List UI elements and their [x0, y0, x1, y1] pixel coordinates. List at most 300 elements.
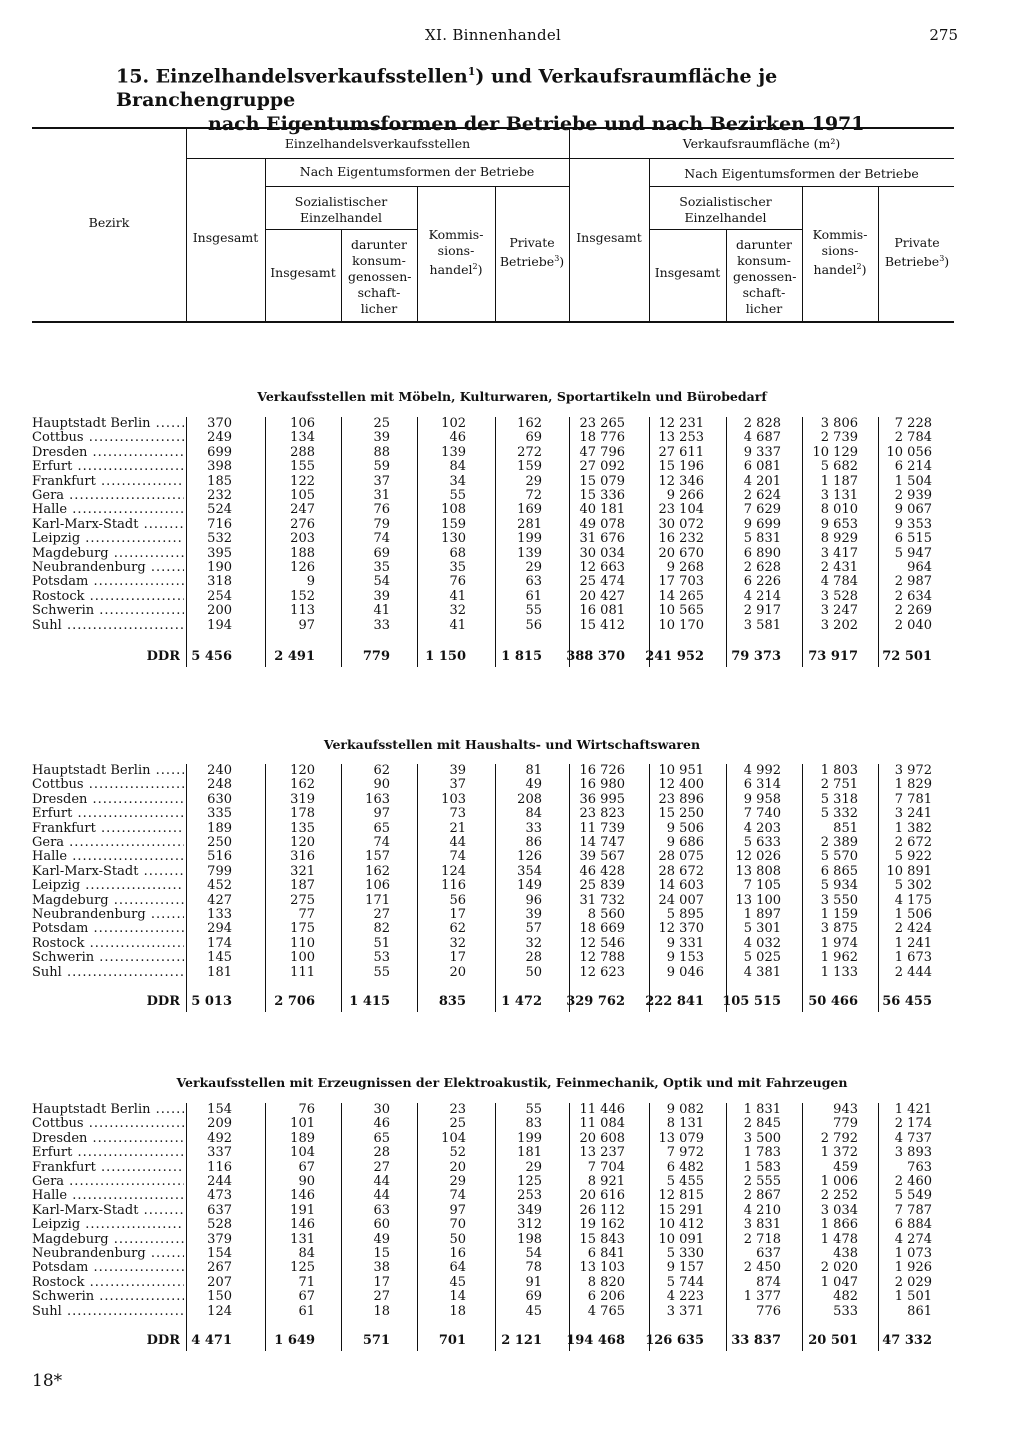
table-cell: 199	[517, 1130, 542, 1146]
table-cell: 3 893	[894, 1145, 932, 1161]
table-cell: 194 468	[566, 1333, 625, 1348]
table-cell: 4 201	[743, 473, 781, 489]
table-cell: 47 332	[882, 1333, 932, 1348]
table-cell: 29	[525, 560, 542, 575]
table-cell: 250	[207, 835, 232, 850]
table-cell: 12 788	[579, 950, 625, 966]
table-row	[32, 1132, 954, 1146]
table-cell: 49	[373, 1231, 390, 1247]
table-row	[32, 951, 954, 965]
table-cell: 120	[290, 763, 315, 778]
bezirk-name: DDR	[146, 995, 180, 1009]
table-cell: 1 649	[274, 1333, 315, 1348]
table-cell: 45	[525, 1303, 542, 1319]
table-cell: 14 265	[658, 588, 704, 604]
table-cell: 13 237	[579, 1145, 625, 1161]
table-cell: 39	[525, 907, 542, 922]
table-cell: 72	[525, 488, 542, 503]
table-cell: 63	[525, 574, 542, 590]
header-verkaufsraumflaeche: Verkaufsraumfläche (m²)	[682, 136, 841, 151]
table-cell: 482	[833, 1289, 858, 1305]
table-cell: 23 823	[579, 806, 625, 822]
table-row	[32, 850, 954, 864]
table-cell: 200	[207, 603, 232, 619]
table-cell: 154	[207, 1246, 232, 1261]
table-cell: 181	[517, 1145, 542, 1161]
table-cell: 126	[290, 560, 315, 575]
table-cell: 12 231	[658, 416, 704, 431]
table-row	[32, 1103, 954, 1117]
table-cell: 178	[290, 806, 315, 822]
table-cell: 240	[207, 763, 232, 778]
table-cell: 64	[449, 1260, 466, 1276]
table-cell: 427	[207, 892, 232, 908]
table-cell: 438	[833, 1246, 858, 1261]
table-row	[32, 417, 954, 431]
table-cell: 533	[833, 1303, 858, 1319]
table-cell: 15 079	[579, 473, 625, 489]
table-cell: 370	[207, 416, 232, 431]
table-cell: 146	[290, 1217, 315, 1233]
table-cell: 1 472	[501, 994, 542, 1009]
table-cell: 4 687	[743, 430, 781, 446]
table-cell: 763	[907, 1159, 932, 1175]
table-cell: 2 628	[743, 560, 781, 575]
total-row	[32, 1334, 954, 1348]
header-darunter-b: darunter konsum-genossen-schaft-licher	[733, 237, 797, 316]
header-nach-eigentumsformen-b: Nach Eigentumsformen der Betriebe	[684, 166, 919, 181]
running-head	[0, 26, 1024, 46]
bezirk-name: Potsdam .....	[32, 922, 184, 936]
table-cell: 73	[449, 806, 466, 822]
table-cell: 14 747	[579, 835, 625, 850]
bezirk-name: Hauptstadt Berlin .....	[32, 417, 184, 431]
table-row	[32, 836, 954, 850]
bezirk-name: Schwerin .....	[32, 1290, 184, 1304]
table-cell: 294	[207, 921, 232, 937]
table-cell: 8 820	[587, 1274, 625, 1290]
table-row	[32, 1204, 954, 1218]
table-cell: 84	[525, 806, 542, 822]
bezirk-name: Neubrandenburg .....	[32, 908, 184, 922]
bezirk-name: Erfurt .....	[32, 1146, 184, 1160]
table-cell: 74	[449, 1188, 466, 1204]
table-cell: 28	[525, 950, 542, 966]
table-cell: 337	[207, 1145, 232, 1161]
table-cell: 88	[373, 444, 390, 460]
table-cell: 155	[290, 459, 315, 475]
table-cell: 232	[207, 488, 232, 503]
table-cell: 1 421	[894, 1102, 932, 1117]
table-row	[32, 561, 954, 575]
table-cell: 55	[525, 1102, 542, 1117]
table-cell: 12 370	[658, 921, 704, 937]
table-cell: 52	[449, 1145, 466, 1161]
table-cell: 62	[373, 763, 390, 778]
table-cell: 5 332	[820, 806, 858, 822]
table-cell: 5 013	[191, 994, 232, 1009]
table-row	[32, 475, 954, 489]
header-soz-insgesamt-a: Insgesamt	[270, 265, 336, 280]
table-cell: 5 682	[820, 459, 858, 475]
table-cell: 81	[525, 763, 542, 778]
table-cell: 77	[298, 907, 315, 922]
bezirk-name: Hauptstadt Berlin .....	[32, 764, 184, 778]
table-row	[32, 1161, 954, 1175]
table-cell: 2 624	[743, 488, 781, 503]
header-sozialistischer-b: Sozialistischer Einzelhandel	[679, 194, 772, 225]
table-cell: 61	[525, 588, 542, 604]
table-cell: 110	[290, 935, 315, 951]
bezirk-name: Karl-Marx-Stadt .....	[32, 518, 184, 532]
table-cell: 2 450	[743, 1260, 781, 1276]
table-row	[32, 431, 954, 445]
table-cell: 76	[373, 502, 390, 518]
bezirk-name: Rostock .....	[32, 590, 184, 604]
table-cell: 452	[207, 878, 232, 894]
table-cell: 57	[525, 921, 542, 937]
table-cell: 126 635	[645, 1333, 704, 1348]
table-cell: 318	[207, 574, 232, 590]
title-line-1a: 15. Einzelhandelsverkaufsstellen	[116, 65, 468, 88]
table-cell: 7 740	[743, 806, 781, 822]
table-cell: 2 939	[894, 488, 932, 503]
table-cell: 69	[525, 1289, 542, 1305]
table-cell: 20 427	[579, 588, 625, 604]
table-cell: 191	[290, 1202, 315, 1218]
table-cell: 24 007	[658, 892, 704, 908]
bezirk-name: Erfurt .....	[32, 807, 184, 821]
table-cell: 76	[449, 574, 466, 590]
table-cell: 50 466	[808, 994, 858, 1009]
table-cell: 90	[298, 1174, 315, 1189]
table-cell: 4 992	[743, 763, 781, 778]
bezirk-name: Gera .....	[32, 1175, 184, 1189]
table-cell: 30	[373, 1102, 390, 1117]
bezirk-name: DDR	[146, 650, 180, 664]
table-row	[32, 1146, 954, 1160]
table-cell: 9 046	[666, 964, 704, 980]
bezirk-name: Frankfurt .....	[32, 475, 184, 489]
table-cell: 20	[449, 964, 466, 980]
table-cell: 8 929	[820, 531, 858, 547]
table-cell: 17	[449, 950, 466, 966]
table-cell: 62	[449, 921, 466, 937]
table-cell: 126	[517, 849, 542, 865]
table-cell: 16 726	[579, 763, 625, 778]
table-cell: 106	[365, 878, 390, 894]
table-cell: 6 841	[587, 1246, 625, 1261]
table-cell: 96	[525, 892, 542, 908]
table-cell: 5 633	[743, 835, 781, 850]
table-cell: 9 331	[666, 935, 704, 951]
table-cell: 776	[756, 1303, 781, 1319]
table-cell: 11 446	[579, 1102, 625, 1117]
table-cell: 25	[373, 416, 390, 431]
table-cell: 15 412	[579, 617, 625, 633]
table-row	[32, 1175, 954, 1189]
table-cell: 20 501	[808, 1333, 858, 1348]
table-cell: 248	[207, 777, 232, 793]
bezirk-name: Karl-Marx-Stadt .....	[32, 865, 184, 879]
table-cell: 18 776	[579, 430, 625, 446]
table-cell: 630	[207, 791, 232, 807]
table-cell: 701	[438, 1333, 466, 1348]
table-cell: 6 206	[587, 1289, 625, 1305]
table-cell: 70	[449, 1217, 466, 1233]
table-cell: 162	[290, 777, 315, 793]
table-cell: 49	[525, 777, 542, 793]
table-row	[32, 778, 954, 792]
table-cell: 2 706	[274, 994, 315, 1009]
table-cell: 69	[525, 430, 542, 446]
table-row	[32, 1305, 954, 1319]
table-cell: 637	[756, 1246, 781, 1261]
table-cell: 159	[517, 459, 542, 475]
table-cell: 13 079	[658, 1130, 704, 1146]
table-cell: 10 891	[886, 863, 932, 879]
table-cell: 281	[517, 516, 542, 532]
table-cell: 83	[525, 1116, 542, 1132]
table-cell: 3 500	[743, 1130, 781, 1146]
table-cell: 25	[449, 1116, 466, 1132]
bezirk-name: Leipzig .....	[32, 879, 184, 893]
table-cell: 6 482	[666, 1159, 704, 1175]
bezirk-name: Halle .....	[32, 1189, 184, 1203]
table-cell: 9 699	[743, 516, 781, 532]
table-cell: 163	[365, 791, 390, 807]
table-cell: 1 047	[820, 1274, 858, 1290]
table-cell: 72 501	[882, 649, 932, 664]
table-cell: 1 159	[820, 907, 858, 922]
table-cell: 29	[449, 1174, 466, 1189]
table-cell: 5 455	[666, 1174, 704, 1189]
table-cell: 5 025	[743, 950, 781, 966]
table-cell: 3 202	[820, 617, 858, 633]
table-cell: 1 866	[820, 1217, 858, 1233]
table-cell: 65	[373, 820, 390, 836]
table-cell: 2 444	[894, 964, 932, 980]
table-cell: 4 765	[587, 1303, 625, 1319]
table-cell: 1 133	[820, 964, 858, 980]
table-cell: 74	[449, 849, 466, 865]
table-cell: 174	[207, 935, 232, 951]
table-cell: 41	[449, 617, 466, 633]
table-cell: 198	[517, 1231, 542, 1247]
table-cell: 10 951	[658, 763, 704, 778]
bezirk-name: Suhl .....	[32, 966, 184, 980]
table-cell: 6 226	[743, 574, 781, 590]
table-cell: 532	[207, 531, 232, 547]
table-row	[32, 1117, 954, 1131]
table-cell: 29	[525, 473, 542, 489]
table-cell: 116	[207, 1159, 232, 1175]
table-cell: 53	[373, 950, 390, 966]
bezirk-name: Magdeburg .....	[32, 547, 184, 561]
table-cell: 8 131	[666, 1116, 704, 1132]
table-cell: 6 890	[743, 545, 781, 561]
table-cell: 473	[207, 1188, 232, 1204]
table-cell: 20	[449, 1159, 466, 1175]
table-cell: 2 672	[894, 835, 932, 850]
table-cell: 97	[298, 617, 315, 633]
table-cell: 19 162	[579, 1217, 625, 1233]
table-cell: 175	[290, 921, 315, 937]
table-cell: 4 203	[743, 820, 781, 836]
bezirk-name: Hauptstadt Berlin .....	[32, 1103, 184, 1117]
header-einzelhandelsverkaufsstellen: Einzelhandelsverkaufsstellen	[284, 136, 471, 151]
table-cell: 3 581	[743, 617, 781, 633]
bezirk-name: DDR	[146, 1334, 180, 1348]
bezirk-name: Dresden .....	[32, 1132, 184, 1146]
table-cell: 124	[441, 863, 466, 879]
table-cell: 1 241	[894, 935, 932, 951]
table-cell: 1 415	[349, 994, 390, 1009]
table-cell: 38	[373, 1260, 390, 1276]
table-row	[32, 1261, 954, 1275]
table-cell: 10 565	[658, 603, 704, 619]
table-cell: 1 478	[820, 1231, 858, 1247]
table-cell: 17	[449, 907, 466, 922]
table-cell: 13 253	[658, 430, 704, 446]
table-row	[32, 822, 954, 836]
table-cell: 4 175	[894, 892, 932, 908]
table-cell: 10 056	[886, 444, 932, 460]
table-cell: 15 843	[579, 1231, 625, 1247]
table-cell: 23 896	[658, 791, 704, 807]
table-cell: 8 560	[587, 907, 625, 922]
table-cell: 275	[290, 892, 315, 908]
table-cell: 5 318	[820, 791, 858, 807]
table-cell: 241 952	[645, 649, 704, 664]
table-cell: 1 187	[820, 473, 858, 489]
table-cell: 2 845	[743, 1116, 781, 1132]
table-cell: 6 884	[894, 1217, 932, 1233]
table-row	[32, 1276, 954, 1290]
table-cell: 187	[290, 878, 315, 894]
table-cell: 9 082	[666, 1102, 704, 1117]
chapter-title: XI. Binnenhandel	[425, 26, 562, 44]
table-cell: 7 629	[743, 502, 781, 518]
table-cell: 111	[290, 964, 315, 980]
table-cell: 1 783	[743, 1145, 781, 1161]
table-cell: 61	[298, 1303, 315, 1319]
table-cell: 56 455	[882, 994, 932, 1009]
table-cell: 6 515	[894, 531, 932, 547]
table-cell: 71	[298, 1274, 315, 1290]
table-cell: 4 210	[743, 1202, 781, 1218]
table-cell: 91	[525, 1274, 542, 1290]
table-cell: 116	[441, 878, 466, 894]
table-cell: 139	[441, 444, 466, 460]
table-row	[32, 764, 954, 778]
table-cell: 189	[207, 820, 232, 836]
table-cell: 379	[207, 1231, 232, 1247]
header-private-betriebe-a: Private Betriebe$^3$)	[499, 235, 565, 270]
bezirk-name: Neubrandenburg .....	[32, 561, 184, 575]
bezirk-name: Rostock .....	[32, 937, 184, 951]
bezirk-name: Halle .....	[32, 850, 184, 864]
table-row	[32, 894, 954, 908]
table-cell: 851	[833, 820, 858, 836]
table-cell: 104	[290, 1145, 315, 1161]
table-cell: 3 875	[820, 921, 858, 937]
table-cell: 272	[517, 444, 542, 460]
table-row	[32, 1189, 954, 1203]
table-cell: 4 223	[666, 1289, 704, 1305]
table-row	[32, 547, 954, 561]
table-cell: 12 546	[579, 935, 625, 951]
table-cell: 65	[373, 1130, 390, 1146]
table-row	[32, 518, 954, 532]
table-cell: 152	[290, 588, 315, 604]
table-cell: 2 389	[820, 835, 858, 850]
table-cell: 134	[290, 430, 315, 446]
table-cell: 15 196	[658, 459, 704, 475]
table-cell: 2 784	[894, 430, 932, 446]
table-cell: 335	[207, 806, 232, 822]
table-cell: 254	[207, 588, 232, 604]
table-cell: 12 815	[658, 1188, 704, 1204]
table-cell: 44	[373, 1174, 390, 1189]
table-cell: 4 737	[894, 1130, 932, 1146]
table-cell: 349	[517, 1202, 542, 1218]
table-cell: 321	[290, 863, 315, 879]
table-cell: 312	[517, 1217, 542, 1233]
table-cell: 30 034	[579, 545, 625, 561]
table-cell: 13 103	[579, 1260, 625, 1276]
table-cell: 76	[298, 1102, 315, 1117]
table-cell: 37	[373, 473, 390, 489]
table-cell: 28 075	[658, 849, 704, 865]
table-cell: 1 372	[820, 1145, 858, 1161]
table-cell: 101	[290, 1116, 315, 1132]
table-cell: 1 506	[894, 907, 932, 922]
table-cell: 874	[756, 1274, 781, 1290]
table-cell: 528	[207, 1217, 232, 1233]
table-cell: 222 841	[645, 994, 704, 1009]
table-cell: 20 608	[579, 1130, 625, 1146]
table-cell: 145	[207, 950, 232, 966]
header-kommissionshandel-b: Kommis-sions-handel$^2$)	[812, 227, 868, 278]
table-cell: 8 921	[587, 1174, 625, 1189]
table-cell: 5 922	[894, 849, 932, 865]
bezirk-name: Potsdam .....	[32, 575, 184, 589]
table-cell: 39 567	[579, 849, 625, 865]
table-cell: 46	[449, 430, 466, 446]
table-cell: 135	[290, 820, 315, 836]
table-cell: 2 751	[820, 777, 858, 793]
table-cell: 12 623	[579, 964, 625, 980]
table-cell: 203	[290, 531, 315, 547]
table-cell: 8 010	[820, 502, 858, 518]
table-cell: 23	[449, 1102, 466, 1117]
table-cell: 46 428	[579, 863, 625, 879]
table-row	[32, 793, 954, 807]
title-footnote-1: 1	[467, 65, 476, 78]
table-cell: 388 370	[566, 649, 625, 664]
table-cell: 1 829	[894, 777, 932, 793]
title-line-1b: ) und Verkaufsraumfläche je Branchengruppe	[116, 65, 778, 112]
table-row	[32, 865, 954, 879]
table-row	[32, 937, 954, 951]
table-cell: 159	[441, 516, 466, 532]
table-cell: 28 672	[658, 863, 704, 879]
table-cell: 10 129	[812, 444, 858, 460]
table-cell: 1 377	[743, 1289, 781, 1305]
table-cell: 6 081	[743, 459, 781, 475]
bezirk-name: Magdeburg .....	[32, 1233, 184, 1247]
